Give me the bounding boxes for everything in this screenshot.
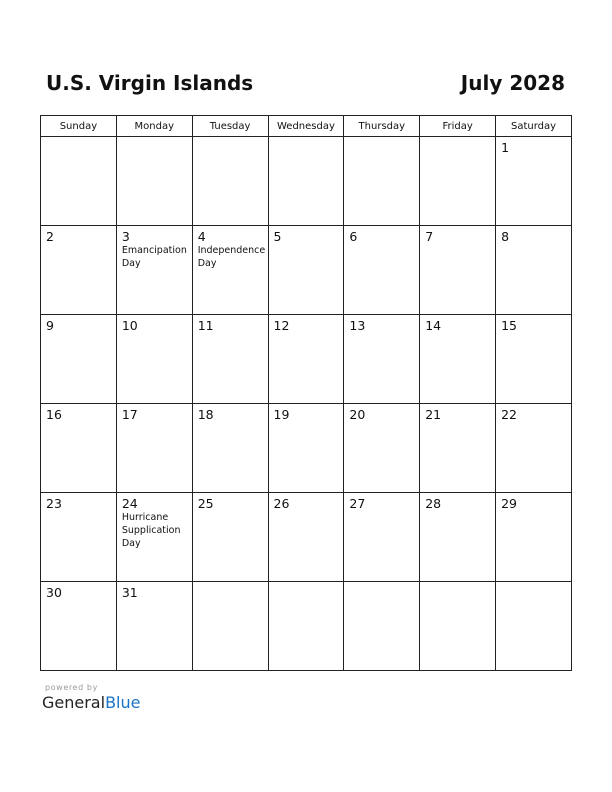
- calendar-week-row: [41, 137, 572, 226]
- empty-day-cell: [268, 582, 344, 671]
- empty-day-cell: [344, 582, 420, 671]
- calendar-weeks: [41, 137, 572, 671]
- weekday-sunday: Sunday: [41, 116, 117, 137]
- day-number: 26: [273, 496, 290, 511]
- day-cell: [41, 226, 117, 315]
- holiday-label: Emancipation Day: [121, 245, 187, 269]
- day-cell: [41, 582, 117, 671]
- day-cell: [116, 493, 192, 582]
- empty-day-cell: [192, 137, 268, 226]
- day-number: 14: [425, 318, 442, 333]
- day-number: 29: [501, 496, 517, 511]
- day-number: 18: [197, 407, 214, 422]
- day-number: 16: [46, 407, 62, 422]
- weekday-monday: Monday: [116, 116, 192, 137]
- day-number: 20: [349, 407, 366, 422]
- empty-day-cell: [116, 137, 192, 226]
- day-number: 19: [273, 407, 290, 422]
- day-cell: [420, 404, 496, 493]
- calendar-week-row: [41, 315, 572, 404]
- day-cell: [116, 315, 192, 404]
- weekday-saturday: Saturday: [496, 116, 572, 137]
- day-number: 30: [46, 585, 62, 600]
- powered-by-label: powered by: [45, 683, 98, 692]
- weekday-header-row: [41, 116, 572, 137]
- day-number: 2: [46, 229, 54, 244]
- empty-day-cell: [496, 582, 572, 671]
- day-number: 8: [501, 229, 510, 244]
- weekday-wednesday: Wednesday: [268, 116, 344, 137]
- weekday-thursday: Thursday: [344, 116, 420, 137]
- calendar-country-title: U.S. Virgin Islands: [46, 71, 254, 95]
- day-number: 21: [425, 407, 442, 422]
- empty-day-cell: [344, 137, 420, 226]
- day-cell: [496, 226, 572, 315]
- calendar-week-row: [41, 226, 572, 315]
- day-cell: [41, 315, 117, 404]
- brand-blue-text: Blue: [105, 693, 141, 712]
- empty-day-cell: [268, 137, 344, 226]
- day-cell: [192, 404, 268, 493]
- calendar-grid: [40, 115, 572, 671]
- day-cell: [116, 226, 192, 315]
- day-cell: [192, 226, 268, 315]
- day-cell: [496, 315, 572, 404]
- day-number: 9: [46, 318, 54, 333]
- day-number: 10: [121, 318, 138, 333]
- day-number: 24: [121, 496, 138, 511]
- day-number: 17: [121, 407, 138, 422]
- day-number: 13: [349, 318, 366, 333]
- day-number: 12: [273, 318, 290, 333]
- day-number: 31: [121, 585, 138, 600]
- day-cell: [268, 315, 344, 404]
- day-cell: [41, 493, 117, 582]
- day-cell: [344, 493, 420, 582]
- day-cell: [41, 404, 117, 493]
- day-cell: [116, 404, 192, 493]
- calendar-week-row: [41, 582, 572, 671]
- calendar-week-row: [41, 404, 572, 493]
- calendar-month-title: July 2028: [460, 71, 565, 95]
- day-cell: [268, 226, 344, 315]
- day-cell: [420, 493, 496, 582]
- empty-day-cell: [192, 582, 268, 671]
- day-number: 15: [501, 318, 517, 333]
- calendar-week-row: [41, 493, 572, 582]
- day-cell: [420, 226, 496, 315]
- empty-day-cell: [41, 137, 117, 226]
- day-number: 28: [425, 496, 442, 511]
- generalblue-logo[interactable]: [42, 693, 140, 712]
- holiday-label: Independence Day: [197, 245, 266, 269]
- day-number: 3: [121, 229, 130, 244]
- day-cell: [420, 315, 496, 404]
- day-cell: [268, 493, 344, 582]
- day-number: 23: [46, 496, 62, 511]
- day-number: 1: [501, 140, 510, 155]
- day-number: 25: [197, 496, 214, 511]
- day-cell: [268, 404, 344, 493]
- empty-day-cell: [420, 137, 496, 226]
- day-number: 27: [349, 496, 366, 511]
- day-cell: [496, 404, 572, 493]
- day-cell: [496, 137, 572, 226]
- weekday-friday: Friday: [420, 116, 496, 137]
- day-cell: [192, 315, 268, 404]
- day-cell: [116, 582, 192, 671]
- day-cell: [344, 226, 420, 315]
- day-number: 4: [197, 229, 206, 244]
- day-number: 7: [425, 229, 434, 244]
- empty-day-cell: [420, 582, 496, 671]
- weekday-tuesday: Tuesday: [192, 116, 268, 137]
- day-number: 11: [197, 318, 214, 333]
- day-number: 5: [273, 229, 282, 244]
- brand-general-text: General: [42, 693, 106, 712]
- holiday-label: Hurricane Supplication Day: [121, 512, 181, 549]
- day-number: 22: [501, 407, 517, 422]
- day-number: 6: [349, 229, 358, 244]
- day-cell: [192, 493, 268, 582]
- day-cell: [344, 315, 420, 404]
- day-cell: [344, 404, 420, 493]
- day-cell: [496, 493, 572, 582]
